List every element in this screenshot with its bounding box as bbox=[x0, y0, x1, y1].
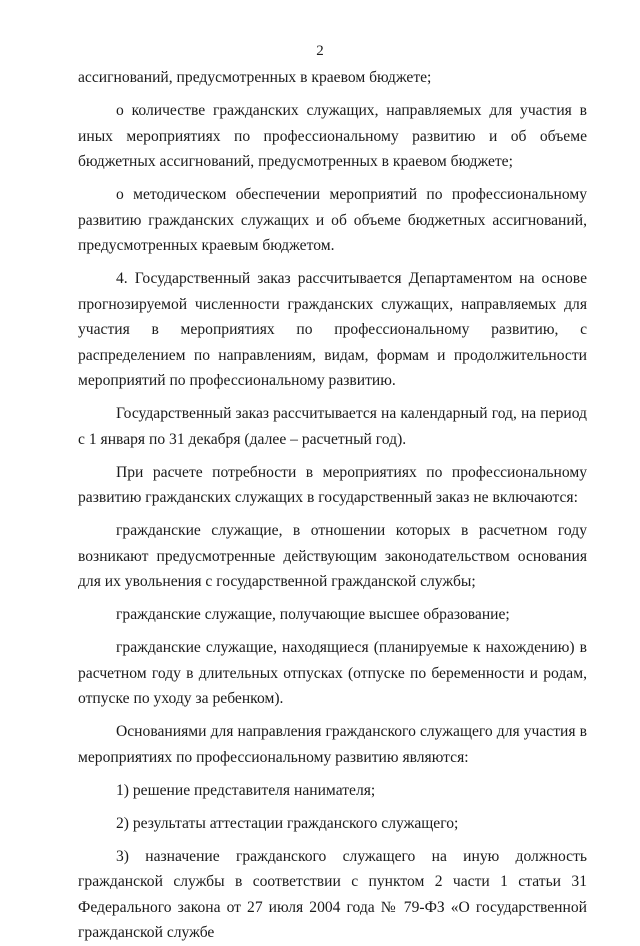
paragraph-grounds-intro: Основаниями для направления гражданского служащего для участия в мероприятиях по профессиональному развитию являются: bbox=[78, 723, 587, 766]
page-number: 2 bbox=[316, 43, 324, 59]
paragraph-calendar-year: Государственный заказ рассчитывается на календарный год, на период с 1 января по 31 декабря (далее – расчетный год). bbox=[78, 405, 587, 448]
paragraph-exclusion-dismissal: гражданские служащие, в отношении которых в расчетном году возникают предусмотренные действующим законодательством основания для их увольнения с государственной гражданской службы; bbox=[78, 522, 587, 590]
paragraph-exclusions-intro: При расчете потребности в мероприятиях по профессиональному развитию гражданских служащих в государственный заказ не включаются: bbox=[78, 463, 587, 506]
paragraph-ground-2: 2) результаты аттестации гражданского служащего; bbox=[116, 814, 459, 832]
paragraph-item-4: 4. Государственный заказ рассчитывается Департаментом на основе прогнозируемой численности гражданских служащих, направляемых для участия в мероприятиях по профессиональному развитию, с распределением по направлениям, видам, формам и продолжительности мероприятий по профессиональному развитию. bbox=[78, 270, 587, 389]
paragraph-staff-count: о количестве гражданских служащих, направляемых для участия в иных мероприятиях по профессиональному развитию и об объеме бюджетных ассигнований, предусмотренных в краевом бюджете; bbox=[78, 102, 587, 170]
paragraph-continuation: ассигнований, предусмотренных в краевом бюджете; bbox=[78, 69, 432, 86]
paragraph-ground-3: 3) назначение гражданского служащего на иную должность гражданской службы в соответствии с пунктом 2 части 1 статьи 31 Федерального закона от 27 июля 2004 года № 79-ФЗ «О государственной гражданской службе bbox=[78, 847, 587, 941]
paragraph-methodical-support: о методическом обеспечении мероприятий по профессиональному развитию гражданских служащих и об объеме бюджетных ассигнований, предусмотренных краевым бюджетом. bbox=[78, 186, 587, 254]
paragraph-ground-1: 1) решение представителя нанимателя; bbox=[116, 781, 376, 799]
paragraph-exclusion-leave: гражданские служащие, находящиеся (планируемые к нахождению) в расчетном году в длительных отпусках (отпуске по беременности и родам, отпуске по уходу за ребенком). bbox=[78, 639, 587, 707]
document-body bbox=[78, 65, 587, 946]
paragraph-exclusion-education: гражданские служащие, получающие высшее образование; bbox=[116, 606, 510, 623]
